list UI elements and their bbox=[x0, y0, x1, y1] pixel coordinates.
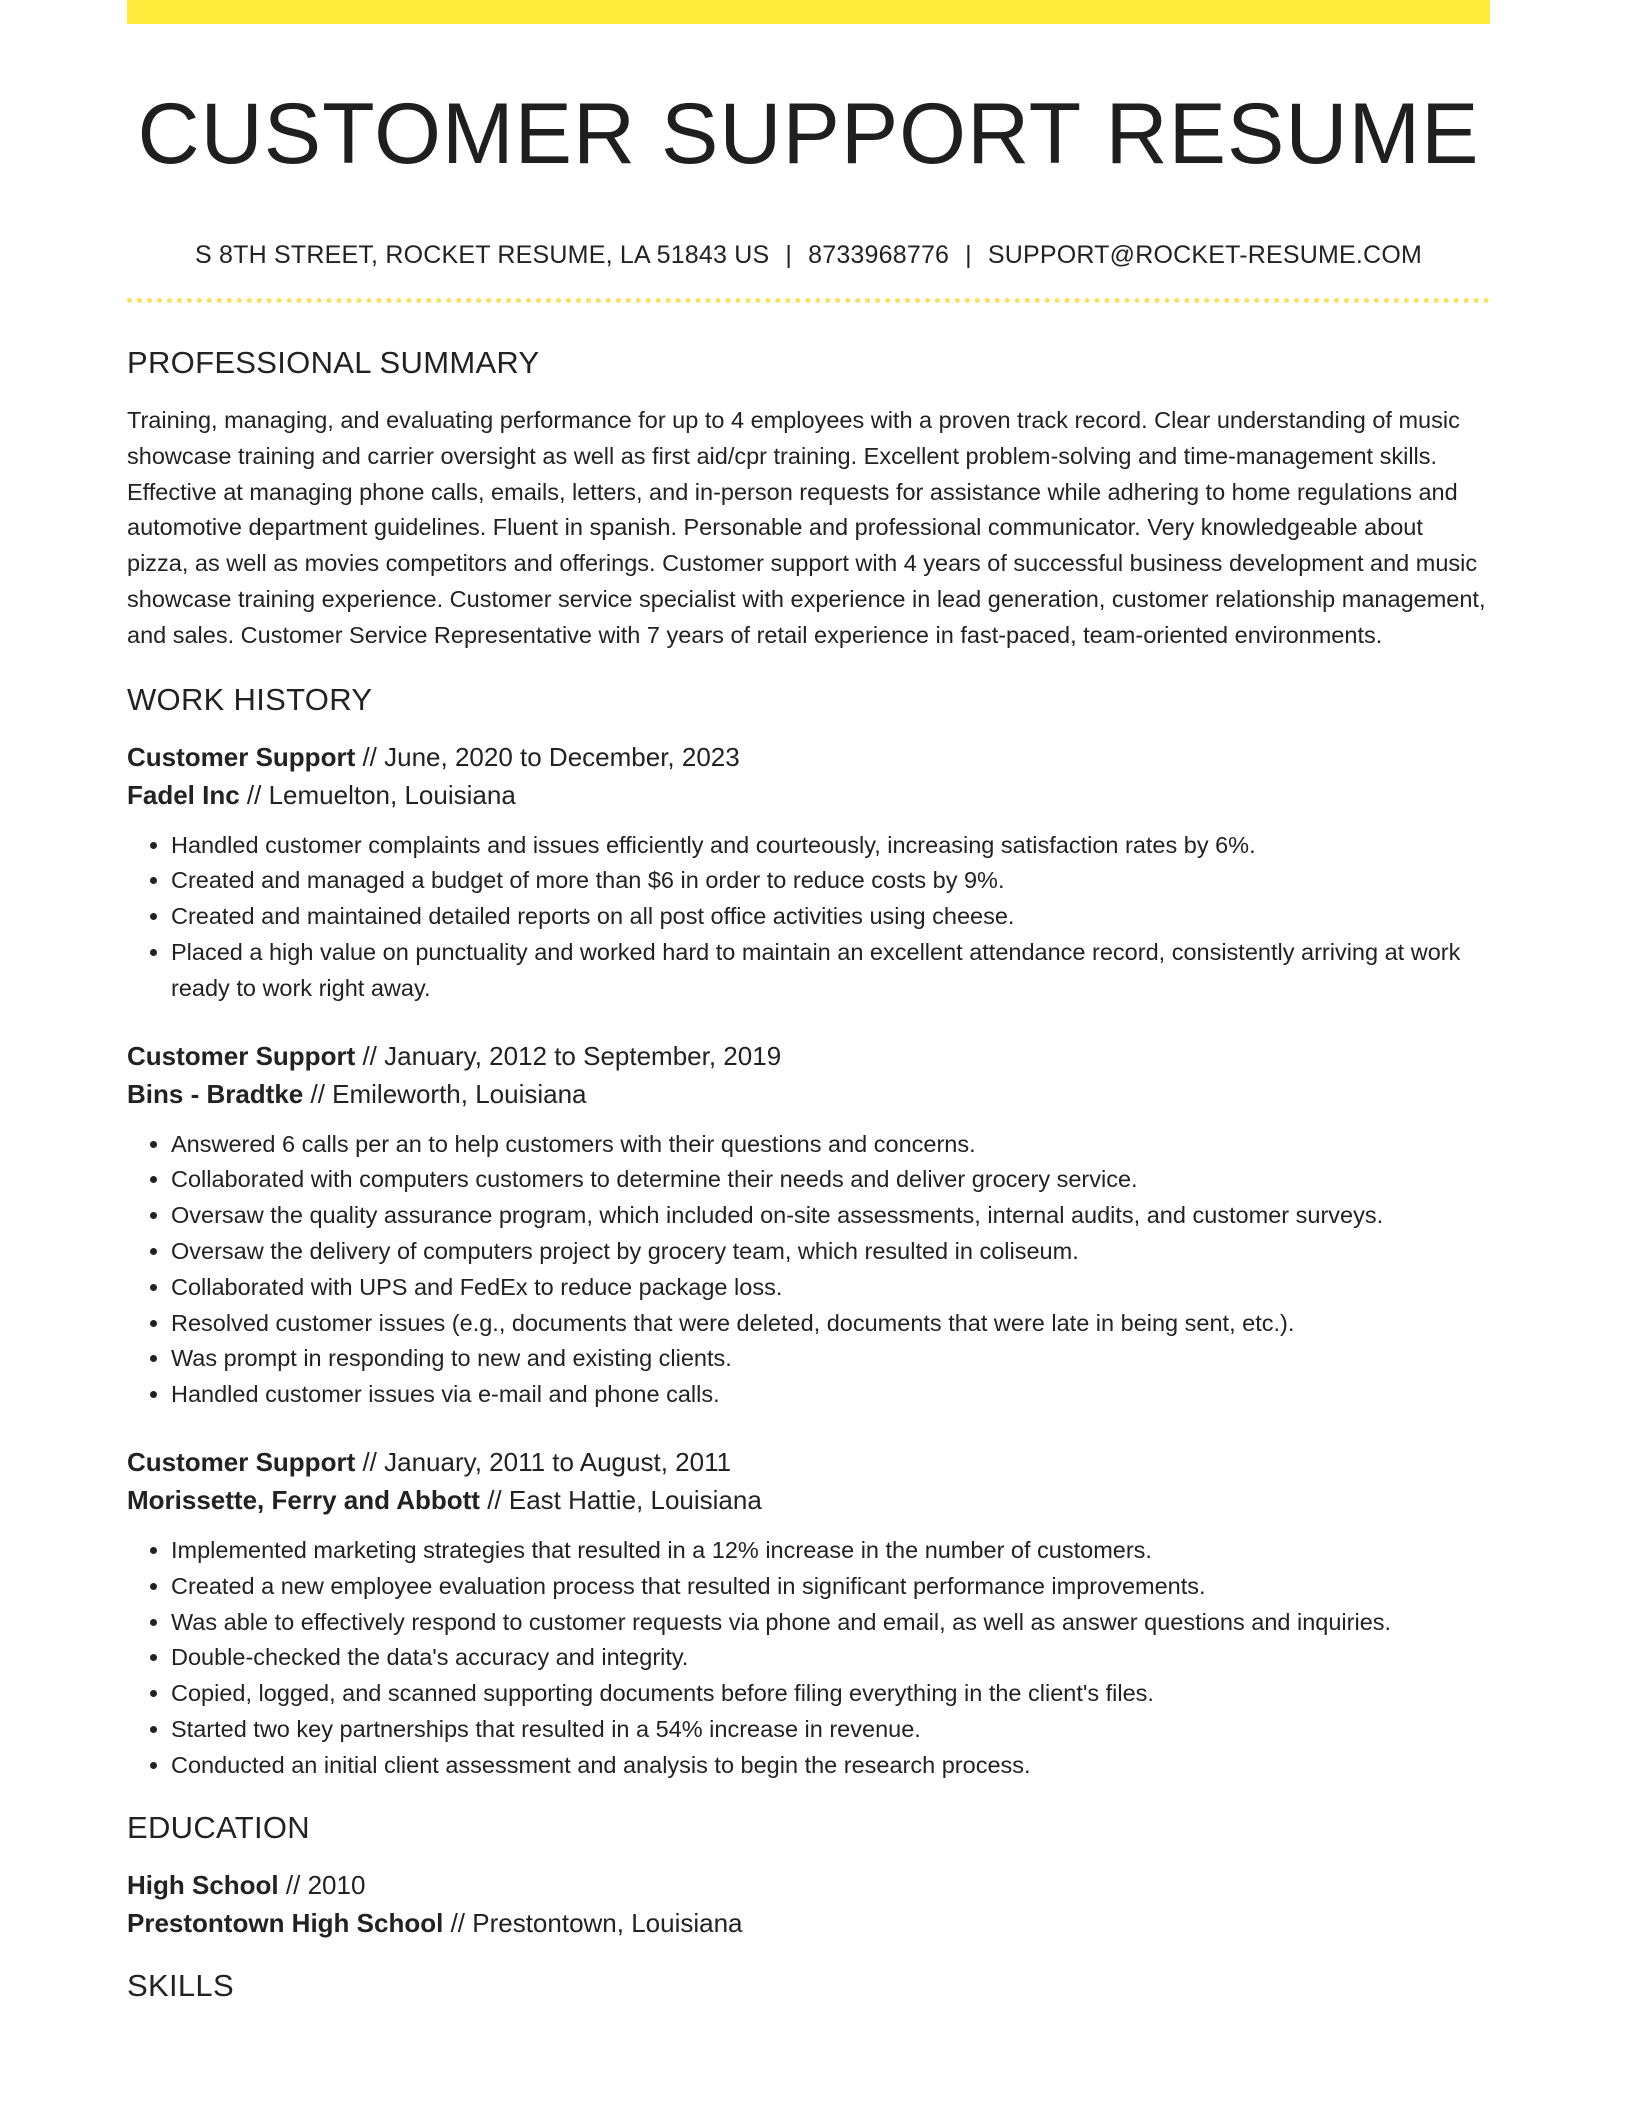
job-entry bbox=[127, 1037, 1490, 1413]
job-location: // East Hattie, Louisiana bbox=[479, 1484, 762, 1515]
contact-separator: | bbox=[965, 241, 972, 269]
education-school: Prestontown High School bbox=[127, 1907, 444, 1938]
job-dates: // January, 2011 to August, 2011 bbox=[355, 1446, 732, 1477]
contact-line bbox=[127, 240, 1490, 270]
summary-heading: PROFESSIONAL SUMMARY bbox=[127, 345, 540, 380]
job-bullet: • Was prompt in responding to new and existing clients. bbox=[171, 1341, 1490, 1377]
job-bullet: • Handled customer complaints and issues efficiently and courteously, increasing satisfaction rates by 6%. bbox=[171, 828, 1490, 864]
education-degree-line bbox=[127, 1866, 1490, 1904]
job-bullet-list bbox=[127, 1127, 1490, 1413]
job-title: Customer Support bbox=[127, 1040, 356, 1071]
job-bullet-list bbox=[127, 1533, 1490, 1784]
job-bullet: • Copied, logged, and scanned supporting documents before filing everything in the client's files. bbox=[171, 1676, 1490, 1712]
job-company-line bbox=[127, 1481, 1490, 1519]
job-entry bbox=[127, 1443, 1490, 1784]
job-bullet: • Collaborated with computers customers to determine their needs and deliver grocery service. bbox=[171, 1162, 1490, 1198]
education-degree: High School bbox=[127, 1869, 279, 1900]
education-entry bbox=[127, 1866, 1490, 1942]
resume-title: CUSTOMER SUPPORT RESUME bbox=[137, 86, 1480, 182]
job-company-line bbox=[127, 1075, 1490, 1113]
education-location: // Prestontown, Louisiana bbox=[443, 1907, 743, 1938]
job-location: // Lemuelton, Louisiana bbox=[239, 779, 516, 810]
top-accent-bar bbox=[127, 0, 1490, 24]
job-bullet: • Started two key partnerships that resulted in a 54% increase in revenue. bbox=[171, 1712, 1490, 1748]
job-company: Bins - Bradtke bbox=[127, 1078, 304, 1109]
contact-phone: 8733968776 bbox=[808, 241, 950, 269]
work-history-list bbox=[127, 738, 1490, 1784]
dotted-divider bbox=[127, 298, 1490, 303]
job-bullet: • Resolved customer issues (e.g., documents that were deleted, documents that were late in being sent, etc.). bbox=[171, 1306, 1490, 1342]
contact-separator: | bbox=[785, 241, 793, 269]
job-bullet: • Created and maintained detailed reports on all post office activities using cheese. bbox=[171, 899, 1490, 935]
job-company-line bbox=[127, 776, 1490, 814]
job-bullet: • Created and managed a budget of more than $6 in order to reduce costs by 9%. bbox=[171, 863, 1490, 899]
job-dates: // June, 2020 to December, 2023 bbox=[355, 741, 740, 772]
job-bullet: • Handled customer issues via e-mail and phone calls. bbox=[171, 1377, 1490, 1413]
job-title: Customer Support bbox=[127, 741, 356, 772]
job-title-line bbox=[127, 1037, 1490, 1075]
contact-address: S 8TH STREET, ROCKET RESUME, LA 51843 US bbox=[195, 241, 770, 269]
education-school-line bbox=[127, 1904, 1490, 1942]
job-bullet: • Oversaw the quality assurance program, which included on-site assessments, internal audits, and customer surveys. bbox=[171, 1198, 1490, 1234]
job-company: Fadel Inc bbox=[127, 779, 240, 810]
job-bullet: • Double-checked the data's accuracy and integrity. bbox=[171, 1640, 1490, 1676]
job-location: // Emileworth, Louisiana bbox=[303, 1078, 587, 1109]
job-bullet: • Placed a high value on punctuality and worked hard to maintain an excellent attendance record, consistently arriving at work ready to work right away. bbox=[171, 935, 1490, 1007]
education-year: // 2010 bbox=[278, 1869, 366, 1900]
job-bullet: • Answered 6 calls per an to help customers with their questions and concerns. bbox=[171, 1127, 1490, 1163]
job-bullet: • Created a new employee evaluation process that resulted in significant performance improvements. bbox=[171, 1569, 1490, 1605]
work-history-heading: WORK HISTORY bbox=[127, 681, 373, 717]
contact-email: SUPPORT@ROCKET-RESUME.COM bbox=[987, 241, 1422, 269]
resume-page bbox=[127, 0, 1490, 2006]
job-dates: // January, 2012 to September, 2019 bbox=[355, 1040, 782, 1071]
summary-text: Training, managing, and evaluating performance for up to 4 employees with a proven track record. Clear understanding of music showcase training and carrier oversight as well as first aid/cpr training. Excellent problem-solving and time-management skills. Effective at managing phone calls, emails, letters, and in-person requests for assistance while adhering to home regulations and automotive department guidelines. Fluent in spanish. Personable and professional communicator. Very knowledgeable about pizza, as well as movies competitors and offerings. Customer support with 4 years of successful business development and music showcase training experience. Customer service specialist with experience in lead generation, customer relationship management, and sales. Customer Service Representative with 7 years of retail experience in fast-paced, team-oriented environments. bbox=[127, 407, 1486, 648]
skills-heading: SKILLS bbox=[127, 1967, 234, 2003]
job-bullet: • Oversaw the delivery of computers project by grocery team, which resulted in coliseum. bbox=[171, 1234, 1490, 1270]
job-company: Morissette, Ferry and Abbott bbox=[127, 1484, 480, 1515]
job-bullet: • Was able to effectively respond to customer requests via phone and email, as well as answer questions and inquiries. bbox=[171, 1605, 1490, 1641]
job-entry bbox=[127, 738, 1490, 1007]
job-bullet-list bbox=[127, 828, 1490, 1007]
job-title-line bbox=[127, 1443, 1490, 1481]
job-bullet: • Conducted an initial client assessment and analysis to begin the research process. bbox=[171, 1748, 1490, 1784]
job-title-line bbox=[127, 738, 1490, 776]
job-bullet: • Implemented marketing strategies that resulted in a 12% increase in the number of customers. bbox=[171, 1533, 1490, 1569]
job-title: Customer Support bbox=[127, 1446, 356, 1477]
job-bullet: • Collaborated with UPS and FedEx to reduce package loss. bbox=[171, 1270, 1490, 1306]
education-heading: EDUCATION bbox=[127, 1809, 310, 1845]
